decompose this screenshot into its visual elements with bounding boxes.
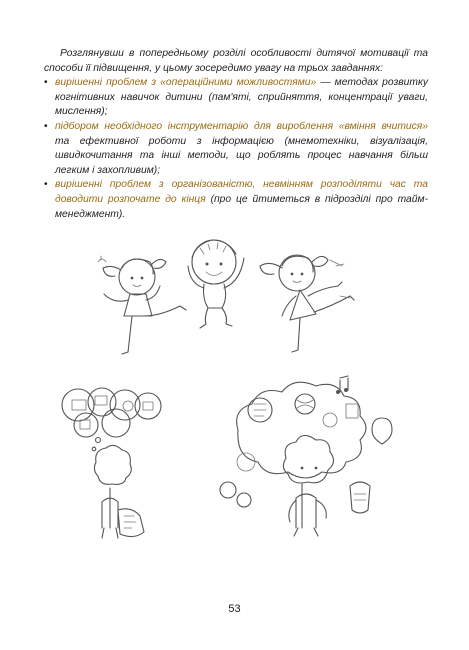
boy-jumping-illustration <box>188 240 244 328</box>
girl-kicking-illustration <box>98 256 186 354</box>
intro-paragraph: Розглянувши в попередньому розділі особливості дитячої мотивації та способи її підвищення, у цьому зосередимо увагу на трьох завданнях: <box>44 48 428 74</box>
item-text: та ефективної роботи з інформацією (мнемотехніки, візуалізація, швидкочитання та інші методи, що роблять процес навчання більш легким і захопливим); <box>55 135 428 176</box>
item-highlight: вирішенні проблем з організованістю, невмінням розподіляти час та доводити розпочате до кінця <box>55 179 428 205</box>
girl-dancing-illustration <box>260 255 354 352</box>
item-highlight: вирішенні проблем з «операційними можливостями» <box>55 77 317 89</box>
bullet-icon: • <box>44 120 48 132</box>
item-text: (про це йтиметься в підрозділі про тайм-менеджмент). <box>55 193 429 220</box>
child-with-thoughts-illustration <box>220 376 392 536</box>
bullet-icon: • <box>44 179 48 191</box>
item-highlight: підбором необхідного інструментарію для вироблення «вміння вчитися» <box>55 120 428 132</box>
item-text: — методах розвитку когнітивних навичок дитини (пам'яті, сприйняття, концентрації уваги, мислення); <box>55 77 428 118</box>
bullet-icon: • <box>44 77 48 89</box>
thinking-child-illustration <box>62 388 161 538</box>
page-number: 53 <box>228 603 241 615</box>
